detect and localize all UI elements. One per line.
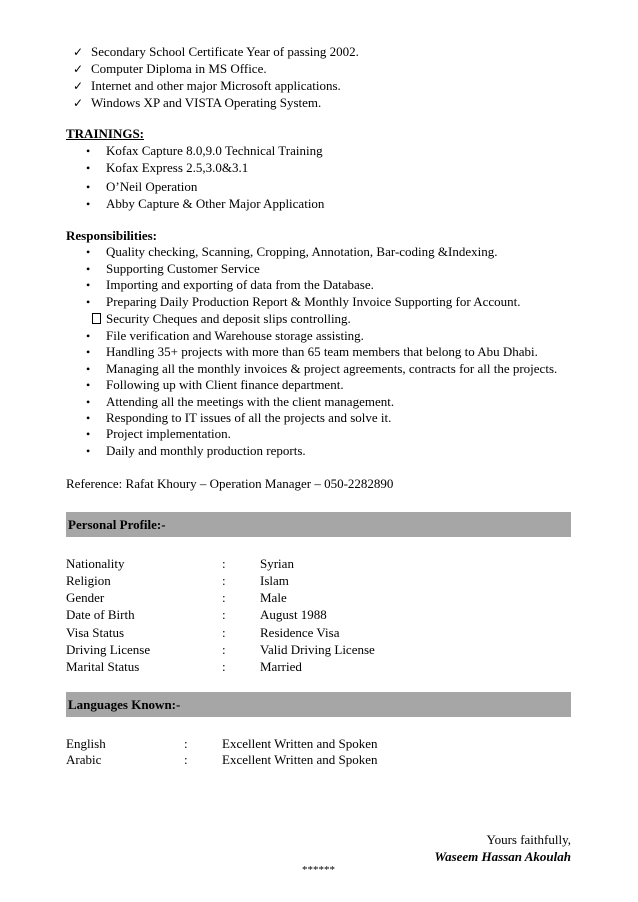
profile-value: Valid Driving License	[260, 642, 375, 657]
profile-value: Syrian	[260, 556, 294, 571]
responsibility-text: Following up with Client finance department.	[106, 377, 344, 392]
qualification-item	[73, 43, 359, 61]
checkmark-icon: ✓	[73, 62, 84, 76]
bullet-icon: •	[86, 395, 91, 409]
qualification-text: Windows XP and VISTA Operating System.	[91, 95, 322, 110]
profile-separator: :	[222, 659, 226, 674]
profile-label: Religion	[66, 573, 111, 588]
responsibility-item	[86, 243, 497, 261]
closing-salutation: Yours faithfully,	[486, 832, 571, 847]
language-value: Excellent Written and Spoken	[222, 736, 378, 751]
square-box-icon	[92, 313, 101, 324]
bullet-icon: •	[86, 180, 91, 194]
responsibility-item	[86, 442, 306, 460]
bullet-icon: •	[86, 197, 91, 211]
bullet-icon: •	[86, 262, 91, 276]
profile-label: Visa Status	[66, 625, 125, 640]
profile-separator: :	[222, 556, 226, 571]
languages-bar	[66, 692, 571, 717]
checkmark-icon: ✓	[73, 79, 84, 93]
checkmark-icon: ✓	[73, 96, 84, 110]
training-item	[86, 195, 324, 213]
profile-separator: :	[222, 607, 226, 622]
training-text: O’Neil Operation	[106, 179, 198, 194]
profile-label: Marital Status	[66, 659, 140, 674]
bullet-icon: •	[86, 144, 91, 158]
bullet-icon: •	[86, 362, 91, 376]
responsibility-text: Importing and exporting of data from the Database.	[106, 277, 374, 292]
bullet-icon: •	[86, 427, 91, 441]
profile-separator: :	[222, 590, 226, 605]
signature-name: Waseem Hassan Akoulah	[434, 849, 571, 864]
profile-separator: :	[222, 642, 226, 657]
responsibility-subitem	[92, 310, 351, 327]
responsibility-text: Preparing Daily Production Report & Monthly Invoice Supporting for Account.	[106, 294, 521, 309]
profile-label: Driving License	[66, 642, 151, 657]
languages-heading: Languages Known:-	[68, 697, 181, 712]
profile-value: Male	[260, 590, 287, 605]
profile-value: Islam	[260, 573, 289, 588]
profile-label: Nationality	[66, 556, 125, 571]
responsibility-text: Security Cheques and deposit slips controlling.	[106, 311, 351, 326]
qualification-text: Computer Diploma in MS Office.	[91, 61, 267, 76]
responsibility-item	[86, 425, 231, 443]
bullet-icon: •	[86, 278, 91, 292]
end-mark: ******	[302, 864, 335, 876]
training-text: Kofax Capture 8.0,9.0 Technical Training	[106, 143, 323, 158]
training-text: Abby Capture & Other Major Application	[106, 196, 325, 211]
bullet-icon: •	[86, 295, 91, 309]
bullet-icon: •	[86, 329, 91, 343]
language-label: Arabic	[66, 752, 102, 767]
training-item	[86, 159, 248, 177]
trainings-heading: TRAININGS:	[66, 126, 145, 141]
language-separator: :	[184, 752, 188, 767]
responsibility-text: Attending all the meetings with the client management.	[106, 394, 395, 409]
responsibility-text: Daily and monthly production reports.	[106, 443, 306, 458]
bullet-icon: •	[86, 161, 91, 175]
qualification-text: Internet and other major Microsoft applications.	[91, 78, 341, 93]
bullet-icon: •	[86, 245, 91, 259]
responsibility-item	[86, 293, 521, 311]
qualification-text: Secondary School Certificate Year of passing 2002.	[91, 44, 359, 59]
responsibilities-heading: Responsibilities:	[66, 228, 158, 243]
responsibility-text: Quality checking, Scanning, Cropping, Annotation, Bar-coding &Indexing.	[106, 244, 498, 259]
reference-line: Reference: Rafat Khoury – Operation Manager – 050-2282890	[66, 476, 394, 491]
language-value: Excellent Written and Spoken	[222, 752, 378, 767]
profile-label: Gender	[66, 590, 105, 605]
bullet-icon: •	[86, 444, 91, 458]
responsibility-text: File verification and Warehouse storage assisting.	[106, 328, 364, 343]
profile-label: Date of Birth	[66, 607, 135, 622]
qualification-item	[73, 77, 341, 95]
responsibility-text: Project implementation.	[106, 426, 231, 441]
checkmark-icon: ✓	[73, 45, 84, 59]
profile-value: August 1988	[260, 607, 327, 622]
training-text: Kofax Express 2.5,3.0&3.1	[106, 160, 249, 175]
training-item	[86, 178, 197, 196]
responsibility-text: Supporting Customer Service	[106, 261, 260, 276]
qualification-item	[73, 60, 267, 78]
responsibility-item	[86, 376, 344, 394]
personal-profile-bar	[66, 512, 571, 537]
qualification-item	[73, 94, 321, 112]
language-label: English	[66, 736, 106, 751]
profile-separator: :	[222, 625, 226, 640]
bullet-icon: •	[86, 345, 91, 359]
bullet-icon: •	[86, 378, 91, 392]
responsibility-item	[86, 276, 374, 294]
responsibility-text: Managing all the monthly invoices & project agreements, contracts for all the projects.	[106, 361, 558, 376]
profile-value: Married	[260, 659, 302, 674]
training-item	[86, 142, 323, 160]
responsibility-text: Responding to IT issues of all the projects and solve it.	[106, 410, 392, 425]
responsibility-text: Handling 35+ projects with more than 65 team members that belong to Abu Dhabi.	[106, 344, 538, 359]
profile-value: Residence Visa	[260, 625, 340, 640]
profile-separator: :	[222, 573, 226, 588]
personal-profile-heading: Personal Profile:-	[68, 517, 166, 532]
responsibility-item	[86, 343, 538, 361]
bullet-icon: •	[86, 411, 91, 425]
language-separator: :	[184, 736, 188, 751]
